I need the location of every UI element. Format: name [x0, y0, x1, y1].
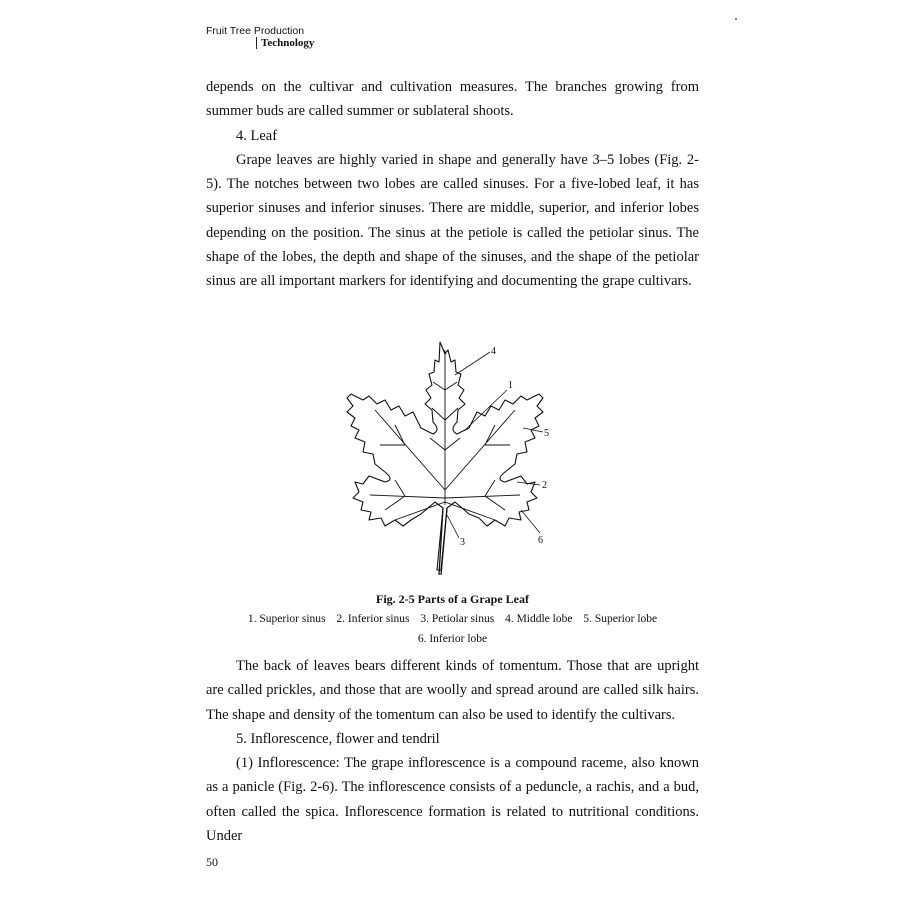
section-heading-inflorescence: 5. Inflorescence, flower and tendril	[236, 730, 440, 747]
header-subtitle: Technology	[256, 37, 314, 49]
caption-item: 3. Petiolar sinus	[420, 613, 495, 625]
running-header	[206, 25, 314, 49]
label-5: 5	[544, 428, 549, 439]
caption-legend	[206, 609, 699, 649]
scan-speck	[735, 18, 737, 20]
caption-item: 2. Inferior sinus	[336, 613, 410, 625]
section-heading-leaf: 4. Leaf	[236, 127, 278, 144]
body-text-bottom	[206, 654, 699, 848]
body-text-top	[206, 75, 699, 294]
label-3: 3	[460, 537, 465, 548]
label-1: 1	[508, 380, 513, 391]
caption-item: 5. Superior lobe	[583, 613, 658, 625]
leaf-veins	[370, 350, 520, 520]
page-number: 50	[206, 855, 218, 869]
paragraph: Grape leaves are highly varied in shape and generally have 3–5 lobes (Fig. 2-5). The notches between two lobes are called sinuses. For a five-lobed leaf, it has superior sinuses and inferior sinuses. There are middle, superior, and inferior lobes depending on the position. The sinus at the petiole is called the petiolar sinus. The shape of the lobes, the depth and shape of the sinuses, and the shape of the petiolar sinus are all important markers for identifying and documenting the grape cultivars.	[206, 151, 699, 290]
paragraph: depends on the cultivar and cultivation measures. The branches growing from summer buds are called summer or sublateral shoots.	[206, 79, 699, 120]
caption-item: 6. Inferior lobe	[417, 633, 488, 645]
header-book-title: Fruit Tree Production	[206, 25, 305, 37]
figure-caption	[206, 589, 699, 649]
label-4: 4	[491, 346, 496, 357]
caption-title: Fig. 2-5 Parts of a Grape Leaf	[376, 592, 529, 606]
label-2: 2	[542, 480, 547, 491]
caption-item: 4. Middle lobe	[505, 613, 573, 625]
caption-item: 1. Superior sinus	[247, 613, 326, 625]
paragraph: (1) Inflorescence: The grape inflorescence is a compound raceme, also known as a panicle (Fig. 2-6). The inflorescence consists of a peduncle, a rachis, and a bud, often called the spica. Inflorescence formation is related to nutritional conditions. Under	[206, 755, 699, 845]
grape-leaf-figure	[345, 330, 565, 580]
label-6: 6	[538, 535, 543, 546]
paragraph: The back of leaves bears different kinds of tomentum. Those that are upright are called prickles, and those that are woolly and spread around are called silk hairs. The shape and density of the tomentum can also be used to identify the cultivars.	[206, 658, 699, 723]
